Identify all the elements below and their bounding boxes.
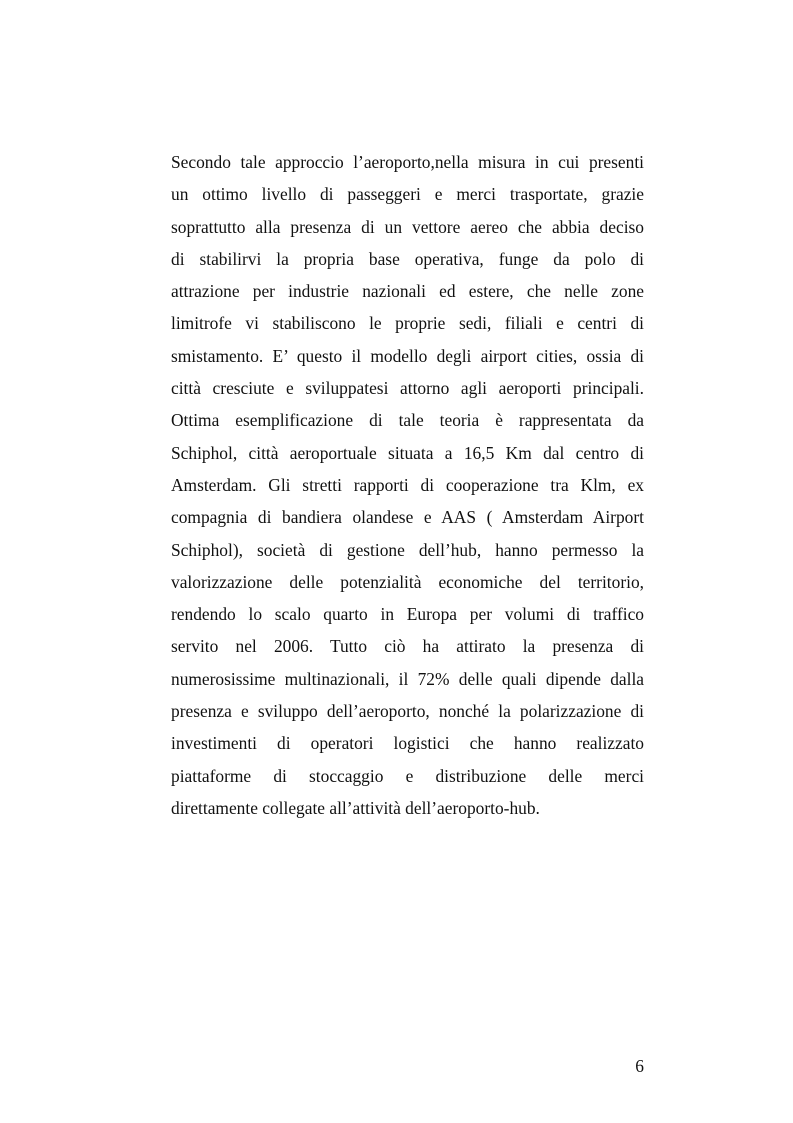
paragraph-line: attrazione per industrie nazionali ed estere, che nelle zone — [171, 281, 644, 302]
paragraph-line: un ottimo livello di passeggeri e merci trasportate, grazie — [171, 184, 644, 205]
paragraph-line: limitrofe vi stabiliscono le proprie sedi, filiali e centri di — [171, 313, 644, 334]
paragraph-line: Schiphol), società di gestione dell’hub, hanno permesso la — [171, 539, 644, 560]
paragraph-line: Schiphol, città aeroportuale situata a 16,5 Km dal centro di — [171, 442, 644, 463]
paragraph-line: rendendo lo scalo quarto in Europa per volumi di traffico — [171, 604, 644, 625]
paragraph-line: piattaforme di stoccaggio e distribuzione delle merci — [171, 765, 644, 786]
paragraph-line: di stabilirvi la propria base operativa, funge da polo di — [171, 248, 644, 269]
paragraph-line: valorizzazione delle potenzialità economiche del territorio, — [171, 571, 644, 592]
paragraph-line: numerosissime multinazionali, il 72% delle quali dipende dalla — [171, 668, 644, 689]
paragraph-line: città cresciute e sviluppatesi attorno agli aeroporti principali. — [171, 378, 644, 399]
paragraph-line: Amsterdam. Gli stretti rapporti di cooperazione tra Klm, ex — [171, 474, 644, 495]
paragraph-line: investimenti di operatori logistici che hanno realizzato — [171, 733, 644, 754]
paragraph-line: direttamente collegate all’attività dell’aeroporto-hub. — [171, 797, 540, 818]
paragraph-line: Secondo tale approccio l’aeroporto,nella misura in cui presenti — [171, 152, 644, 172]
paragraph-line: presenza e sviluppo dell’aeroporto, nonché la polarizzazione di — [171, 701, 644, 722]
paragraph-line: Ottima esemplificazione di tale teoria è rappresentata da — [171, 410, 644, 431]
paragraph-line: smistamento. E’ questo il modello degli airport cities, ossia di — [171, 345, 644, 366]
page-number: 6 — [635, 1056, 644, 1076]
paragraph-line: soprattutto alla presenza di un vettore aereo che abbia deciso — [171, 216, 644, 237]
paragraph-line: compagnia di bandiera olandese e AAS ( Amsterdam Airport — [171, 507, 644, 528]
paragraph-line: servito nel 2006. Tutto ciò ha attirato la presenza di — [171, 636, 644, 657]
body-paragraph — [171, 146, 644, 824]
